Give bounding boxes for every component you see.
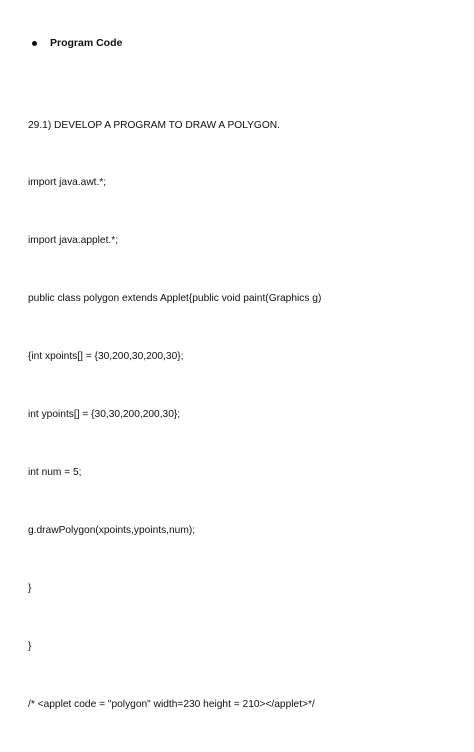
code-line: } [28, 582, 32, 594]
code-line: int num = 5; [28, 466, 82, 478]
code-line: {int xpoints[] = {30,200,30,200,30}; [28, 351, 184, 363]
program-code-block [28, 77, 321, 752]
code-line: g.drawPolygon(xpoints,ypoints,num); [28, 524, 196, 536]
program-title: 29.1) DEVELOP A PROGRAM TO DRAW A POLYGON. [28, 119, 280, 131]
code-line: import java.awt.*; [28, 177, 107, 189]
section-heading-label: Program Code [50, 37, 123, 49]
code-line: int ypoints[] = {30,30,200,200,30}; [28, 409, 181, 421]
bullet-icon [32, 41, 37, 46]
code-line: import java.applet.*; [28, 235, 119, 247]
code-line: public class polygon extends Applet{public void paint(Graphics g) [28, 293, 322, 305]
section-heading [28, 37, 122, 49]
applet-tag-line: /* <applet code = "polygon" width=230 height = 210></applet>*/ [28, 698, 315, 710]
code-line: } [28, 640, 32, 652]
